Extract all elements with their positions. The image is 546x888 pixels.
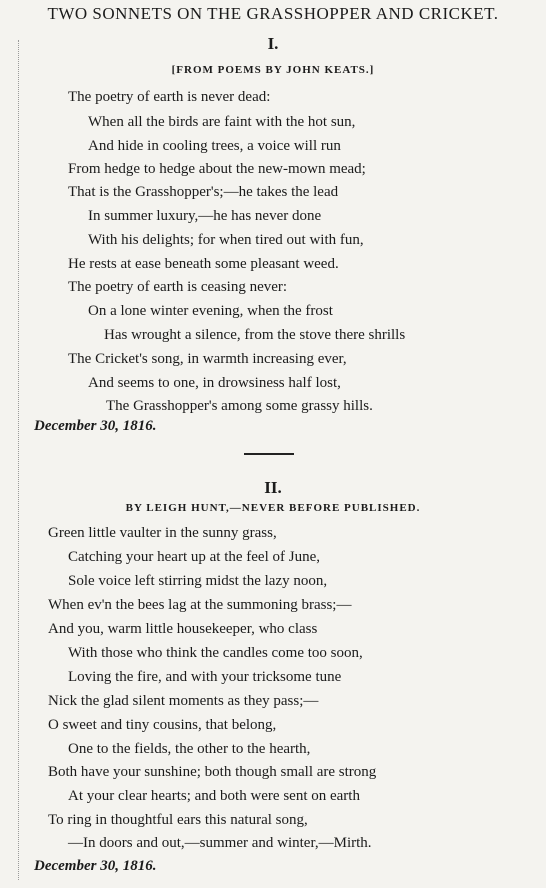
sonnet-1-numeral: I.	[267, 34, 279, 53]
sonnet-2-source: BY LEIGH HUNT,—NEVER BEFORE PUBLISHED.	[125, 502, 421, 514]
sonnet-1-line: And seems to one, in drowsiness half lost,	[88, 375, 341, 391]
sonnet-1-line: The poetry of earth is ceasing never:	[68, 279, 288, 295]
sonnet-2-date: December 30, 1816.	[34, 858, 157, 874]
sonnet-2-line: Nick the glad silent moments as they pass;—	[48, 693, 319, 709]
sonnet-1-line: The poetry of earth is never dead:	[68, 89, 271, 105]
section-divider	[244, 453, 294, 455]
sonnet-1-line: He rests at ease beneath some pleasant weed.	[68, 256, 339, 272]
sonnet-1-line: The Grasshopper's among some grassy hills.	[106, 398, 373, 414]
sonnet-2-line: With those who think the candles come too soon,	[68, 645, 363, 661]
sonnet-2-line: And you, warm little housekeeper, who class	[48, 621, 318, 637]
sonnet-2-numeral: II.	[264, 478, 282, 497]
sonnet-1-line: Has wrought a silence, from the stove there shrills	[104, 327, 406, 343]
sonnet-2-line: When ev'n the bees lag at the summoning brass;—	[48, 597, 352, 613]
sonnet-1-line: When all the birds are faint with the hot sun,	[88, 114, 356, 130]
sonnet-1-line: The Cricket's song, in warmth increasing ever,	[68, 351, 347, 367]
sonnet-2-line: O sweet and tiny cousins, that belong,	[48, 717, 277, 733]
sonnet-2-line: Catching your heart up at the feel of June,	[68, 549, 320, 565]
sonnet-2-line: Sole voice left stirring midst the lazy noon,	[68, 573, 328, 589]
sonnet-1-line: From hedge to hedge about the new-mown mead;	[68, 161, 366, 177]
sonnet-2-line: Loving the fire, and with your tricksome tune	[68, 669, 342, 685]
sonnet-1-line: In summer luxury,—he has never done	[88, 208, 322, 224]
sonnet-1-line: That is the Grasshopper's;—he takes the lead	[68, 184, 339, 200]
sonnet-1-line: And hide in cooling trees, a voice will run	[88, 138, 341, 154]
page-title: TWO SONNETS ON THE GRASSHOPPER AND CRICKET.	[47, 4, 499, 23]
sonnet-2-line: At your clear hearts; and both were sent on earth	[68, 788, 360, 804]
sonnet-2-line: Green little vaulter in the sunny grass,	[48, 525, 277, 541]
sonnet-2-line: —In doors and out,—summer and winter,—Mirth.	[68, 835, 372, 851]
sonnet-1-line: With his delights; for when tired out with fun,	[88, 232, 364, 248]
sonnet-2-line: To ring in thoughtful ears this natural song,	[48, 812, 308, 828]
sonnet-1-source: [FROM POEMS BY JOHN KEATS.]	[171, 64, 375, 76]
column-edge	[18, 40, 20, 880]
sonnet-2-line: Both have your sunshine; both though small are strong	[48, 764, 377, 780]
sonnet-1-date: December 30, 1816.	[34, 418, 157, 434]
sonnet-1-line: On a lone winter evening, when the frost	[88, 303, 333, 319]
sonnet-2-line: One to the fields, the other to the hearth,	[68, 741, 311, 757]
